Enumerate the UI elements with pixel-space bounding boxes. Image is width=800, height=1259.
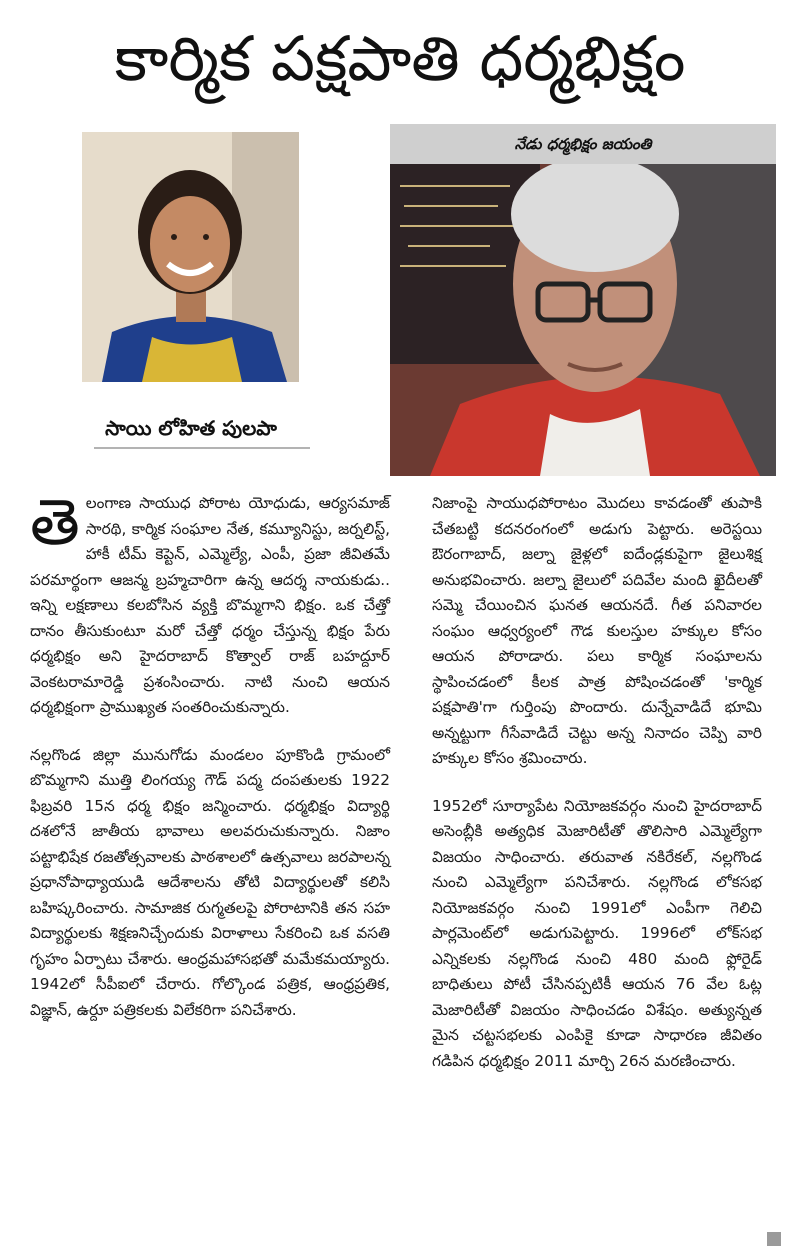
article-column-right — [432, 491, 762, 1074]
photo-banner: నేడు ధర్మభిక్షం జయంతి — [390, 124, 776, 164]
end-mark — [767, 1232, 781, 1246]
subject-photo — [390, 124, 776, 476]
divider — [94, 447, 310, 449]
article-paragraph: 1952లో సూర్యాపేట నియోజకవర్గం నుంచి హైదరాబాద్ అసెంబ్లీకి అత్యధిక మెజారిటీతో తొలిసారి ఎమ్మెల్యేగా విజయం సాధించారు. తరువాత నకిరేకల్, నల్లగొండ నుంచి ఎమ్మెల్యేగా పనిచేశారు. నల్లగొండ లోకసభ నియోజకవర్గం నుంచి 1991లో ఎంపీగా గెలిచి పార్లమెంట్‌లో అడుగుపెట్టారు. 1996లో లోక్‌సభ ఎన్నికలకు నల్లగొండ నుంచి 480 మంది ఫ్లోరైడ్ బాధితులు పోటీ చేసినప్పటికీ ఆయన 76 వేల ఓట్ల మెజారిటీతో విజయం సాధించడం విశేషం. అత్యున్నత మైన చట్టసభలకు ఎంపికై కూడా సాధారణ జీవితం గడిపిన ధర్మభిక్షం 2011 మార్చి 26న మరణించారు. — [432, 796, 762, 1070]
author-name: సాయి లోహిత పులపా — [105, 416, 277, 440]
article-column-left — [30, 486, 390, 1023]
headline: కార్మిక పక్షపాతి ధర్మభిక్షం — [114, 22, 686, 95]
article-paragraph: నిజాంపై సాయుధపోరాటం మొదలు కావడంతో తుపాకి చేతబట్టి కదనరంగంలో అడుగు పెట్టారు. అరెస్టయి ఔరంగాబాద్, జల్నా జైళ్లలో ఐదేండ్లకుపైగా జైలుశిక్ష అనుభవించారు. జల్నా జైలులో పదివేల మంది ఖైదీలతో సమ్మె చేయించిన ఘనత ఆయనదే. గీత పనివారల సంఘం ఆధ్వర్యంలో గౌడ కులస్తుల హక్కుల కోసం ఆయన పోరాడారు. పలు కార్మిక సంఘాలను స్థాపించడంలో కీలక పాత్ర పోషించడంతో 'కార్మిక పక్షపాతి'గా గుర్తింపు పొందారు. దున్నేవాడిదే భూమి అన్నట్టుగా గీసేవాడిదే చెట్టు అన్న నినాదం చెప్పి వారి హక్కుల కోసం శ్రమించారు. — [432, 494, 762, 767]
author-photo — [82, 132, 299, 382]
article-paragraph: తెలంగాణ సాయుధ పోరాట యోధుడు, ఆర్యసమాజ్ సారథి, కార్మిక సంఘాల నేత, కమ్యూనిస్టు, జర్నలిస్ట్, హాకీ టీమ్ కెప్టెన్, ఎమ్మెల్యే, ఎంపీ, ప్రజా జీవితమే పరమార్థంగా ఆజన్మ బ్రహ్మచారిగా ఉన్న ఆదర్శ నాయకుడు.. ఇన్ని లక్షణాలు కలబోసిన వ్యక్తి బొమ్మగాని భిక్షం. ఒక చేత్తో దానం తీసుకుంటూ మరో చేత్తో ధర్మం చేస్తున్న భిక్షం పేరు ధర్మభిక్షం అని హైదరాబాద్ కొత్వాల్ రాజ్ బహద్దూర్ వెంకటరామారెడ్డి ప్రశంసించారు. నాటి నుంచి ఆయన ధర్మభిక్షంగా ప్రాముఖ్యత సంతరించుకున్నారు. — [30, 486, 390, 716]
article-paragraph: నల్లగొండ జిల్లా మునుగోడు మండలం పూకొండి గ్రామంలో బొమ్మగాని ముత్తి లింగయ్య గౌడ్ పద్మ దంపతులకు 1922 ఫిబ్రవరి 15న ధర్మ భిక్షం జన్మించారు. ధర్మభిక్షం విద్యార్థి దశలోనే జాతీయ భావాలు అలవరుచుకున్నారు. నిజాం పట్టాభిషేక రజతోత్సవాలకు పాఠశాలలో ఉత్సవాలు జరపాలన్న ప్రధానోపాధ్యాయుడి ఆదేశాలను తోటి విద్యార్థులతో కలిసి బహిష్కరించారు. సామాజిక రుగ్మతలపై పోరాటానికి తన సహ విద్యార్థులకు శిక్షణనిచ్చేందుకు విరాళాలు సేకరించి ఒక వసతి గృహం ఏర్పాటు చేశారు. ఆంధ్రమహాసభతో మమేకమయ్యారు. 1942లో సీపీఐలో చేరారు. గోల్కొండ పత్రిక, ఆంధ్రప్రతిక, విజ్ఞాన్, ఉర్దూ పత్రికలకు విలేకరిగా పనిచేశారు. — [30, 745, 390, 1019]
dropcap: తె — [30, 486, 80, 560]
